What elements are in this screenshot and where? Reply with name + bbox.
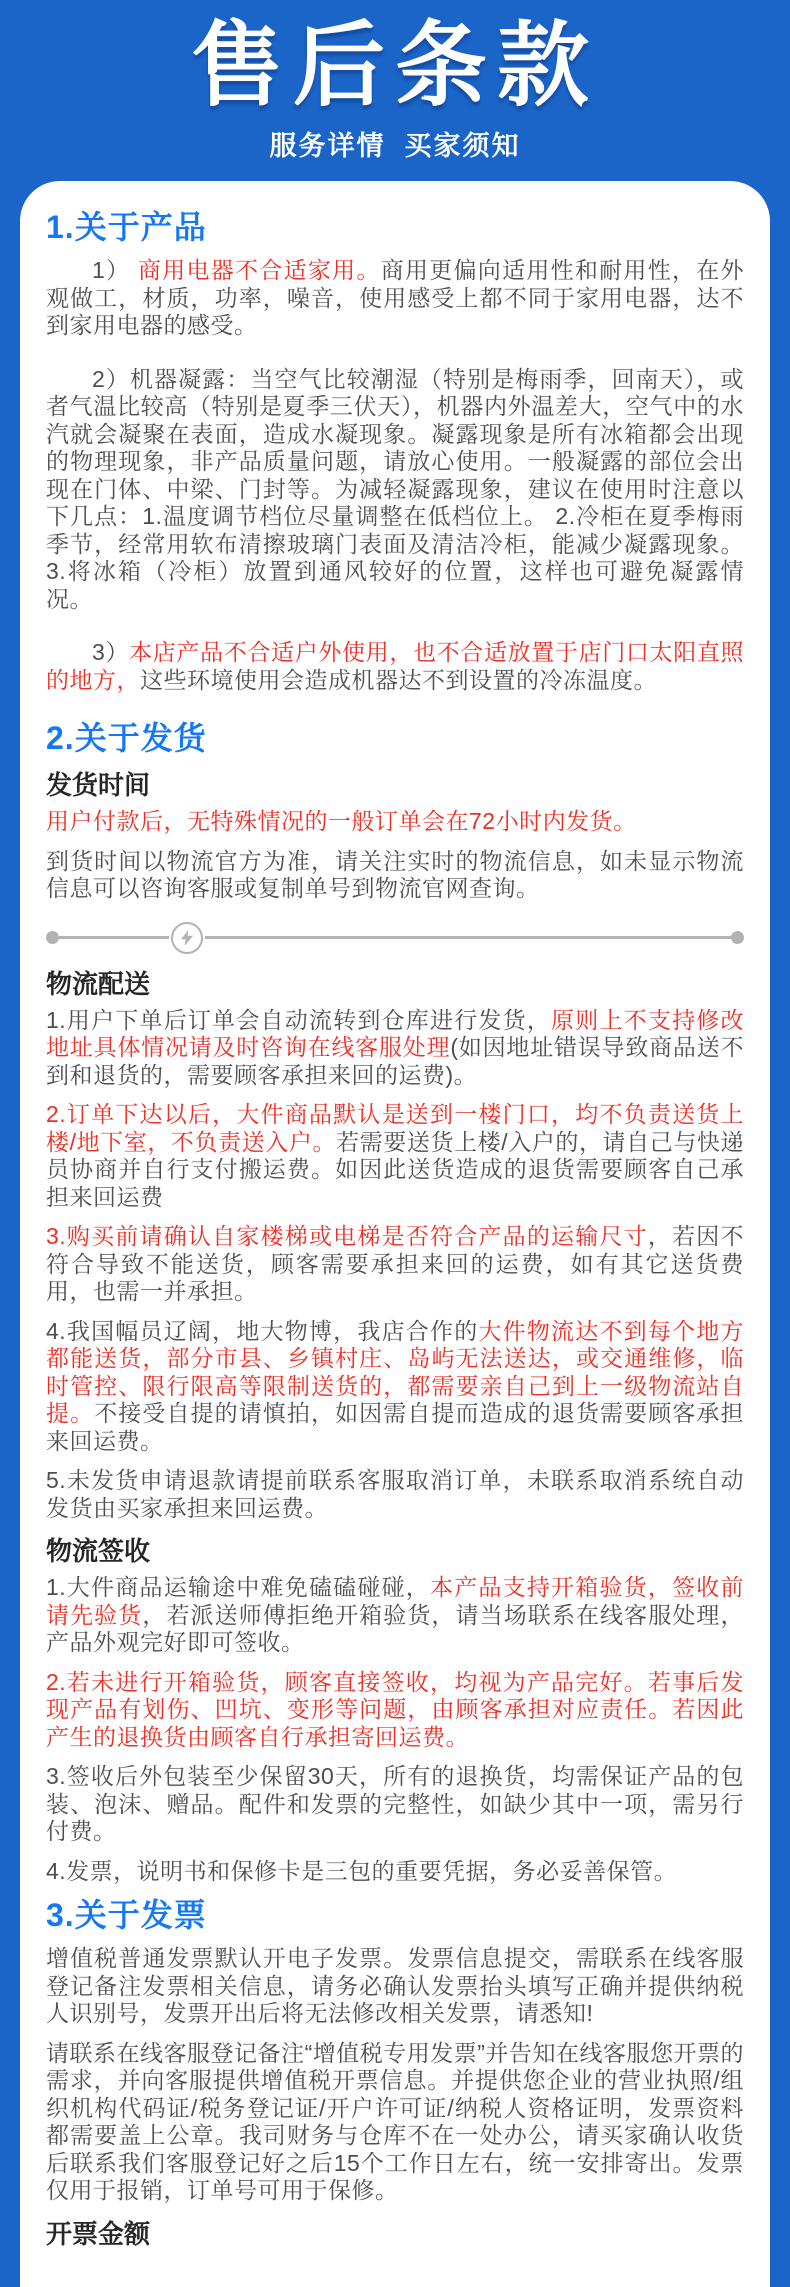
warning-text: 用户付款后，无特殊情况的一般订单会在72小时内发货。 — [46, 808, 637, 834]
warning-text: 原则上不支持修改地址具体情况请及时咨询在线客服处理 — [46, 1006, 745, 1060]
sub-heading: 开票金额 — [46, 2218, 151, 2249]
paragraph — [46, 1574, 744, 1657]
divider-line — [205, 936, 731, 939]
body-text: 商用更偏向适用性和耐用性，在外观做工，材质，功率，噪音，使用感受上都不同于家用电器，达不到家用电器的感受。 — [46, 257, 745, 338]
paragraph — [46, 2040, 744, 2205]
body-text: 请联系在线客服登记备注“增值税专用发票”并告知在线客服您开票的需求，并向客服提供增值税开票信息。并提供您企业的营业执照/组织机构代码证/税务登记证/开户许可证/纳税人资格证明，发票资料都需要盖上公章。我司财务与仓库不在一处办公，请买家确认收货后联系我们客服登记好之后15个工作日左右，统一安排寄出。发票仅用于报销，订单号可用于保修。 — [46, 2039, 744, 2203]
section-heading: 3.关于发票 — [46, 1897, 207, 1933]
paragraph — [46, 1318, 744, 1456]
section-divider — [46, 923, 744, 953]
divider-dot — [731, 931, 744, 944]
paragraph — [46, 1763, 744, 1846]
paragraph — [46, 366, 744, 614]
paragraph — [46, 257, 744, 340]
paragraph — [46, 808, 744, 836]
paragraph — [46, 1669, 744, 1752]
body-text: 3） — [92, 639, 130, 665]
body-text: 1） — [92, 257, 138, 283]
paragraph — [46, 1467, 744, 1522]
sub-heading: 物流配送 — [46, 968, 151, 999]
body-text: 3.签收后外包装至少保留30天，所有的退换货，均需保证产品的包装、泡沫、赠品。配件和发票的完整性，如缺少其中一项，需另行付费。 — [46, 1763, 744, 1844]
card-content — [46, 209, 744, 2249]
paragraph — [46, 1945, 744, 2028]
paragraph — [46, 1101, 744, 1211]
warning-text: 商用电器不合适家用。 — [138, 257, 381, 283]
warning-text: 大件物流达不到每个地方都能送货，部分市县、乡镇村庄、岛屿无法送达，或交通维修，临时管控、限行限高等限制送货的，都需要亲自己到上一级物流站自提。 — [46, 1317, 744, 1426]
paragraph — [46, 1858, 744, 1886]
warning-text: 2.若未进行开箱验货，顾客直接签收，均视为产品完好。若事后发现产品有划伤、凹坑、变形等问题，由顾客承担对应责任。若因此产生的退换货由顾客自行承担寄回运费。 — [46, 1668, 744, 1750]
page-subtitle: 服务详情 买家须知 — [269, 131, 521, 161]
warning-text: 本店产品不合适户外使用，也不合适放置于店门口太阳直照的地方， — [46, 639, 745, 693]
body-text: 这些环境使用会造成机器达不到设置的冷冻温度。 — [140, 666, 657, 693]
warning-text: 3.购买前请确认自家楼梯或电梯是否符合产品的运输尺寸 — [46, 1223, 648, 1249]
divider-dot — [46, 931, 59, 944]
sub-heading: 物流签收 — [46, 1536, 151, 1566]
page-title: 售后条款 — [190, 15, 599, 117]
body-text: 1.大件商品运输途中难免磕磕碰碰， — [46, 1574, 431, 1600]
body-text: ，若派送师傅拒绝开箱验货，请当场联系在线客服处理，产品外观完好即可签收。 — [46, 1601, 745, 1655]
body-text: 4.我国幅员辽阔，地大物博，我店合作的 — [46, 1317, 479, 1344]
section-heading: 2.关于发货 — [46, 720, 207, 756]
body-text: 2）机器凝露：当空气比较潮湿（特别是梅雨季，回南天），或者气温比较高（特别是夏季三伏天），机器内外温差大，空气中的水汽就会凝聚在表面，造成水凝现象。凝露现象是所有冰箱都会出现的物理现象，非产品质量问题，请放心使用。一般凝露的部位会出现在门体、中梁、门封等。为减轻凝露现象，建议在使用时注意以下几点：1.温度调节档位尽量调整在低档位上。 2.冷柜在夏季梅雨季节，经常用软布清擦玻璃门表面及清洁冷柜，能减少凝露现象。3.将冰箱（冷柜）放置到通风较好的位置，这样也可避免凝露情况。 — [46, 365, 744, 612]
paragraph — [46, 848, 744, 903]
body-text: 若需要送货上楼/入户的，请自己与快递员协商并自行支付搬运费。如因此送货造成的退货需要顾客自己承担来回运费 — [46, 1128, 745, 1210]
lightning-icon — [171, 922, 203, 954]
page-header — [0, 0, 790, 163]
body-text: 到货时间以物流官方为准，请关注实时的物流信息，如未显示物流信息可以咨询客服或复制单号到物流官网查询。 — [46, 847, 744, 901]
paragraph — [46, 1007, 744, 1090]
terms-card — [20, 181, 770, 2287]
body-text: 5.未发货申请退款请提前联系客服取消订单，未联系取消系统自动发货由买家承担来回运费。 — [46, 1467, 744, 1521]
body-text: ，若因不符合导致不能送货，顾客需要承担来回的运费，如有其它送货费用，也需一并承担。 — [46, 1223, 744, 1304]
body-text: 不接受自提的请慎拍，如因需自提而造成的退货需要顾客承担来回运费。 — [46, 1400, 745, 1454]
warning-text: 本产品支持开箱验货，签收前请先验货 — [46, 1574, 745, 1628]
sub-heading: 发货时间 — [46, 770, 151, 800]
warning-text: 2.订单下达以后，大件商品默认是送到一楼门口，均不负责送货上楼/地下室，不负责送入户。 — [46, 1101, 744, 1155]
paragraph — [46, 639, 744, 694]
body-text: (如因地址错误导致商品送不到和退货的，需要顾客承担来回的运费)。 — [46, 1034, 744, 1088]
paragraph — [46, 1223, 744, 1306]
section-heading: 1.关于产品 — [46, 209, 207, 245]
body-text: 4.发票，说明书和保修卡是三包的重要凭据，务必妥善保管。 — [46, 1857, 678, 1884]
body-text: 1.用户下单后订单会自动流转到仓库进行发货， — [46, 1006, 552, 1033]
body-text: 增值税普通发票默认开电子发票。发票信息提交，需联系在线客服登记备注发票相关信息，请务必确认发票抬头填写正确并提供纳税人识别号，发票开出后将无法修改相关发票，请悉知! — [46, 1945, 744, 2026]
divider-line — [59, 936, 169, 939]
